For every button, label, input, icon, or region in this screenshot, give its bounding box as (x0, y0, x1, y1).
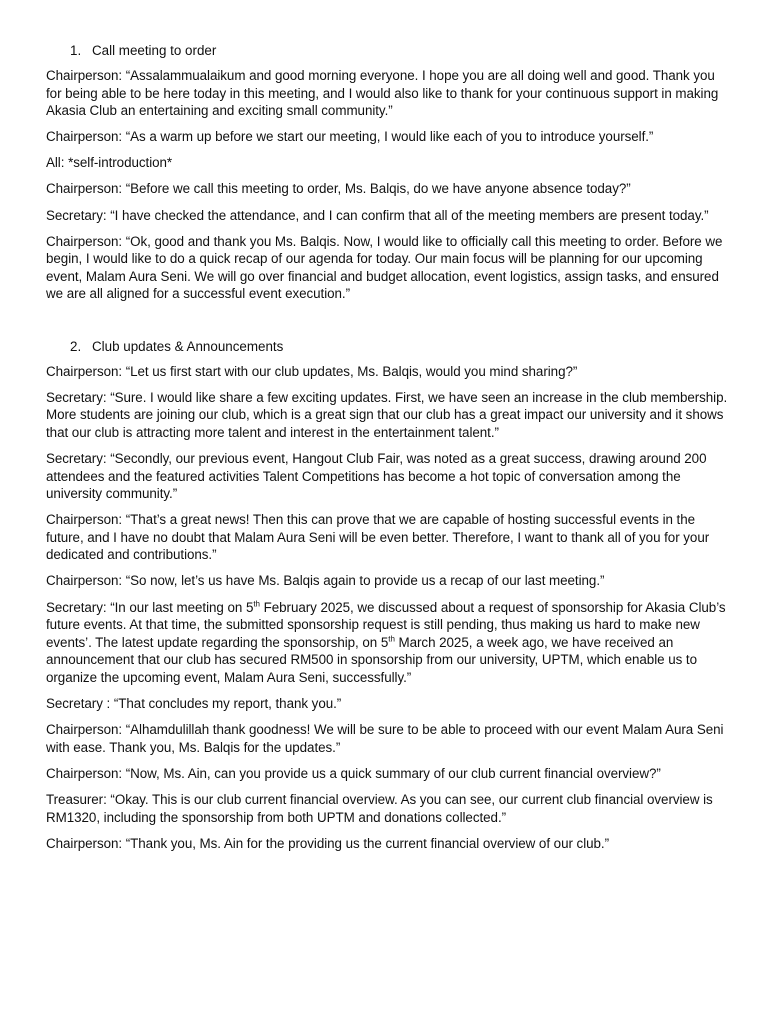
paragraph: Treasurer: “Okay. This is our club current financial overview. As you can see, our current club financial overview is RM1320, including the sponsorship from both UPTM and donations collected.” (46, 791, 713, 825)
section-title: Call meeting to order (92, 43, 217, 58)
paragraph: Chairperson: “Before we call this meeting to order, Ms. Balqis, do we have anyone absence today?” (46, 181, 631, 197)
section-spacer (46, 312, 728, 338)
paragraph: Chairperson: “So now, let’s us have Ms. Balqis again to provide us a recap of our last meeting.” (46, 573, 605, 589)
recap-text: February 2025, we discussed about a request of sponsorship for Akasia Club’s future events. At that time, the submitted sponsorship request is still pending, thus making us hard to make new events’. The latest update regarding the sponsorship, on 5 (46, 599, 726, 650)
paragraph: Chairperson: “Ok, good and thank you Ms. Balqis. Now, I would like to officially call this meeting to order. Before we begin, I would like to do a quick recap of our agenda for today. Our main focus will be planning for our upcoming event, Malam Aura Seni. We will go over financial and budget allocation, event logistics, assign tasks, and ensured we are all aligned for a successful event execution.” (46, 233, 723, 302)
section-heading-call-to-order (70, 42, 728, 60)
paragraph: Secretary : “That concludes my report, thank you.” (46, 696, 342, 712)
paragraph: Chairperson: “Alhamdulillah thank goodness! We will be sure to be able to proceed with our event Malam Aura Seni with ease. Thank you, Ms. Balqis for the updates.” (46, 722, 724, 755)
section-heading-club-updates (70, 338, 728, 356)
paragraph: Secretary: “I have checked the attendance, and I can confirm that all of the meeting members are present today.” (46, 207, 709, 223)
ordinal-suffix: th (388, 634, 395, 644)
section-number: 1. (70, 43, 82, 58)
paragraph-sponsorship-recap (46, 599, 728, 687)
paragraph: Chairperson: “As a warm up before we start our meeting, I would like each of you to introduce yourself.” (46, 129, 654, 145)
section-number: 2. (70, 338, 82, 354)
paragraph: Chairperson: “Thank you, Ms. Ain for the providing us the current financial overview of our club.” (46, 835, 609, 851)
paragraph: All: *self-introduction* (46, 155, 173, 171)
paragraph: Secretary: “Sure. I would like share a few exciting updates. First, we have seen an increase in the club membership. More students are joining our club, which is a great sign that our club has a great impact our university and it shows that our club is attracting more talent and interest in the entertainment talent.” (46, 389, 728, 440)
paragraph: Chairperson: “Let us first start with our club updates, Ms. Balqis, would you mind sharing?” (46, 363, 578, 379)
paragraph: Chairperson: “Now, Ms. Ain, can you provide us a quick summary of our club current financial overview?” (46, 765, 661, 781)
paragraph: Chairperson: “Assalammualaikum and good morning everyone. I hope you are all doing well and good. Thank you for being able to be here today in this meeting, and I would also like to thank for your continuous support in making Akasia Club an entertaining and exciting small community.” (46, 68, 719, 119)
paragraph: Secretary: “Secondly, our previous event, Hangout Club Fair, was noted as a great success, drawing around 200 attendees and the featured activities Talent Competitions has become a hot topic of conversation among the university community.” (46, 450, 707, 502)
recap-text: Secretary: “In our last meeting on 5 (46, 599, 254, 615)
recap-text: March 2025, a week ago, we have received an announcement that our club has secured RM500 in sponsorship from our university, UPTM, which enable us to organize the upcoming event, Malam Aura Seni, successfully.” (46, 634, 697, 685)
section-title: Club updates & Announcements (92, 338, 284, 354)
ordinal-suffix: th (253, 599, 260, 609)
paragraph: Chairperson: “That’s a great news! Then this can prove that we are capable of hosting successful events in the future, and I have no doubt that Malam Aura Seni will be even better. Therefore, I want to thank all of you for your dedicated and contributions.” (46, 512, 710, 563)
